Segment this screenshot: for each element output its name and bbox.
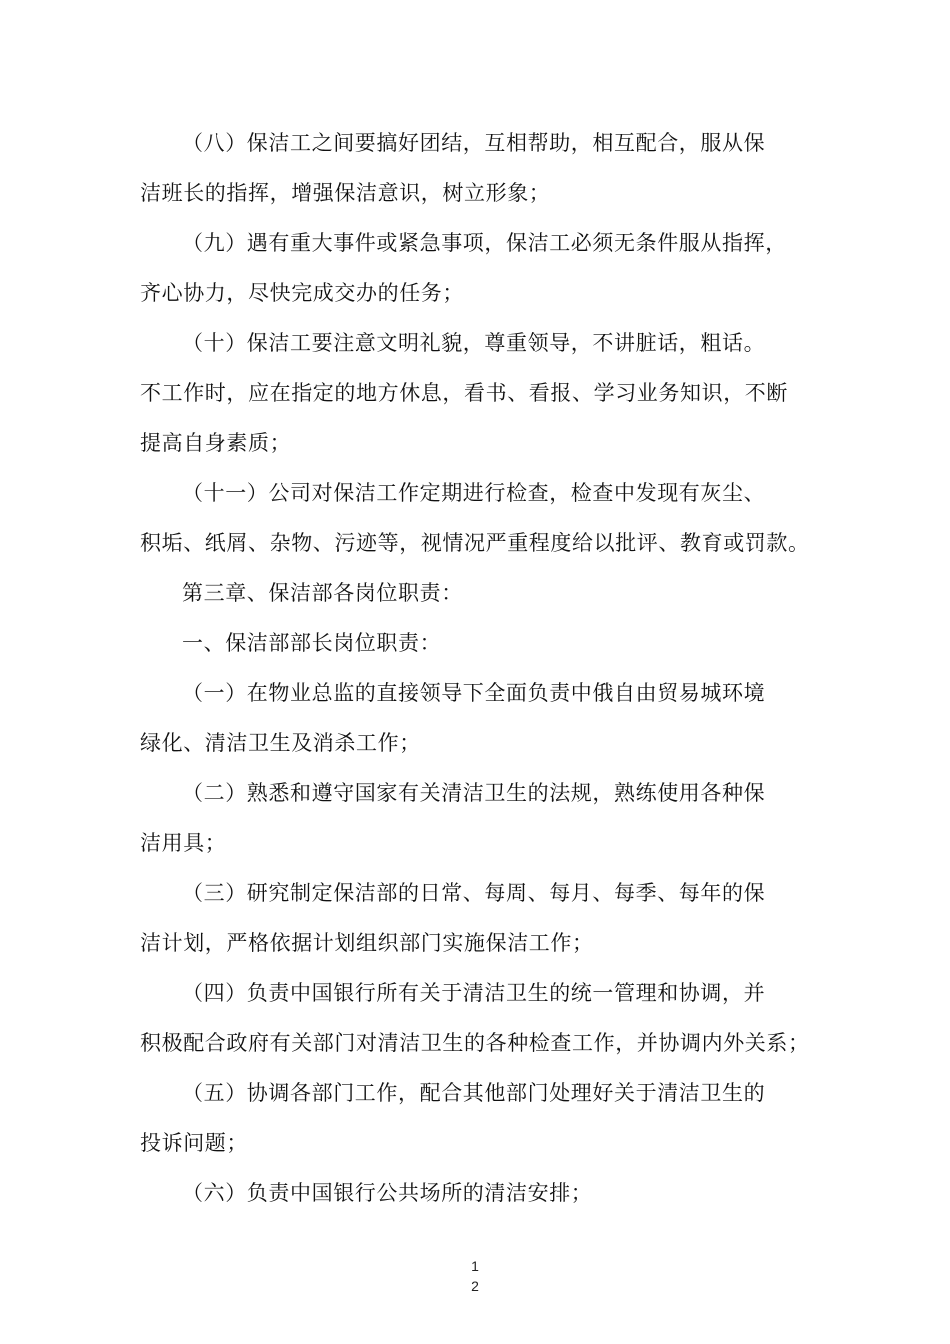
- paragraph-line: 洁计划，严格依据计划组织部门实施保洁工作；: [140, 931, 594, 955]
- paragraph-11: [140, 468, 820, 568]
- paragraph-line: （六）负责中国银行公共场所的清洁安排；: [182, 1181, 593, 1205]
- chapter-heading: [140, 568, 820, 618]
- duty-6: [140, 1168, 820, 1218]
- paragraph-line: 积极配合政府有关部门对清洁卫生的各种检查工作，并协调内外关系；: [140, 1031, 810, 1055]
- paragraph-line: 一、保洁部部长岗位职责：: [182, 631, 442, 655]
- paragraph-line: 积垢、纸屑、杂物、污迹等，视情况严重程度给以批评、教育或罚款。: [140, 531, 810, 555]
- paragraph-line: （四）负责中国银行所有关于清洁卫生的统一管理和协调，并: [182, 981, 766, 1005]
- duty-2: [140, 768, 820, 868]
- paragraph-line: 齐心协力，尽快完成交办的任务；: [140, 281, 464, 305]
- paragraph-line: （九）遇有重大事件或紧急事项，保洁工必须无条件服从指挥，: [182, 231, 787, 255]
- paragraph-line: 第三章、保洁部各岗位职责：: [182, 581, 463, 605]
- paragraph-line: 洁用具；: [140, 831, 227, 855]
- paragraph-line: （十一）公司对保洁工作定期进行检查，检查中发现有灰尘、: [182, 481, 766, 505]
- paragraph-8: [140, 118, 820, 218]
- paragraph-9: [140, 218, 820, 318]
- paragraph-10: [140, 318, 820, 468]
- duty-3: [140, 868, 820, 968]
- section-heading: [140, 618, 820, 668]
- total-pages: 2: [471, 1278, 479, 1294]
- document-body: [140, 118, 820, 1218]
- paragraph-line: （十）保洁工要注意文明礼貌，尊重领导，不讲脏话，粗话。: [182, 331, 766, 355]
- page-number: 1: [471, 1258, 479, 1274]
- paragraph-line: 提高自身素质；: [140, 431, 292, 455]
- paragraph-line: （八）保洁工之间要搞好团结，互相帮助，相互配合，服从保: [182, 131, 766, 155]
- paragraph-line: （一）在物业总监的直接领导下全面负责中俄自由贸易城环境: [182, 681, 766, 705]
- duty-4: [140, 968, 820, 1068]
- paragraph-line: （二）熟悉和遵守国家有关清洁卫生的法规，熟练使用各种保: [182, 781, 766, 805]
- duty-1: [140, 668, 820, 768]
- paragraph-line: 绿化、清洁卫生及消杀工作；: [140, 731, 421, 755]
- paragraph-line: 不工作时，应在指定的地方休息，看书、看报、学习业务知识，不断: [140, 381, 788, 405]
- duty-5: [140, 1068, 820, 1168]
- paragraph-line: （三）研究制定保洁部的日常、每周、每月、每季、每年的保: [182, 881, 766, 905]
- paragraph-line: （五）协调各部门工作，配合其他部门处理好关于清洁卫生的: [182, 1081, 766, 1105]
- paragraph-line: 投诉问题；: [140, 1131, 248, 1155]
- paragraph-line: 洁班长的指挥，增强保洁意识，树立形象；: [140, 181, 551, 205]
